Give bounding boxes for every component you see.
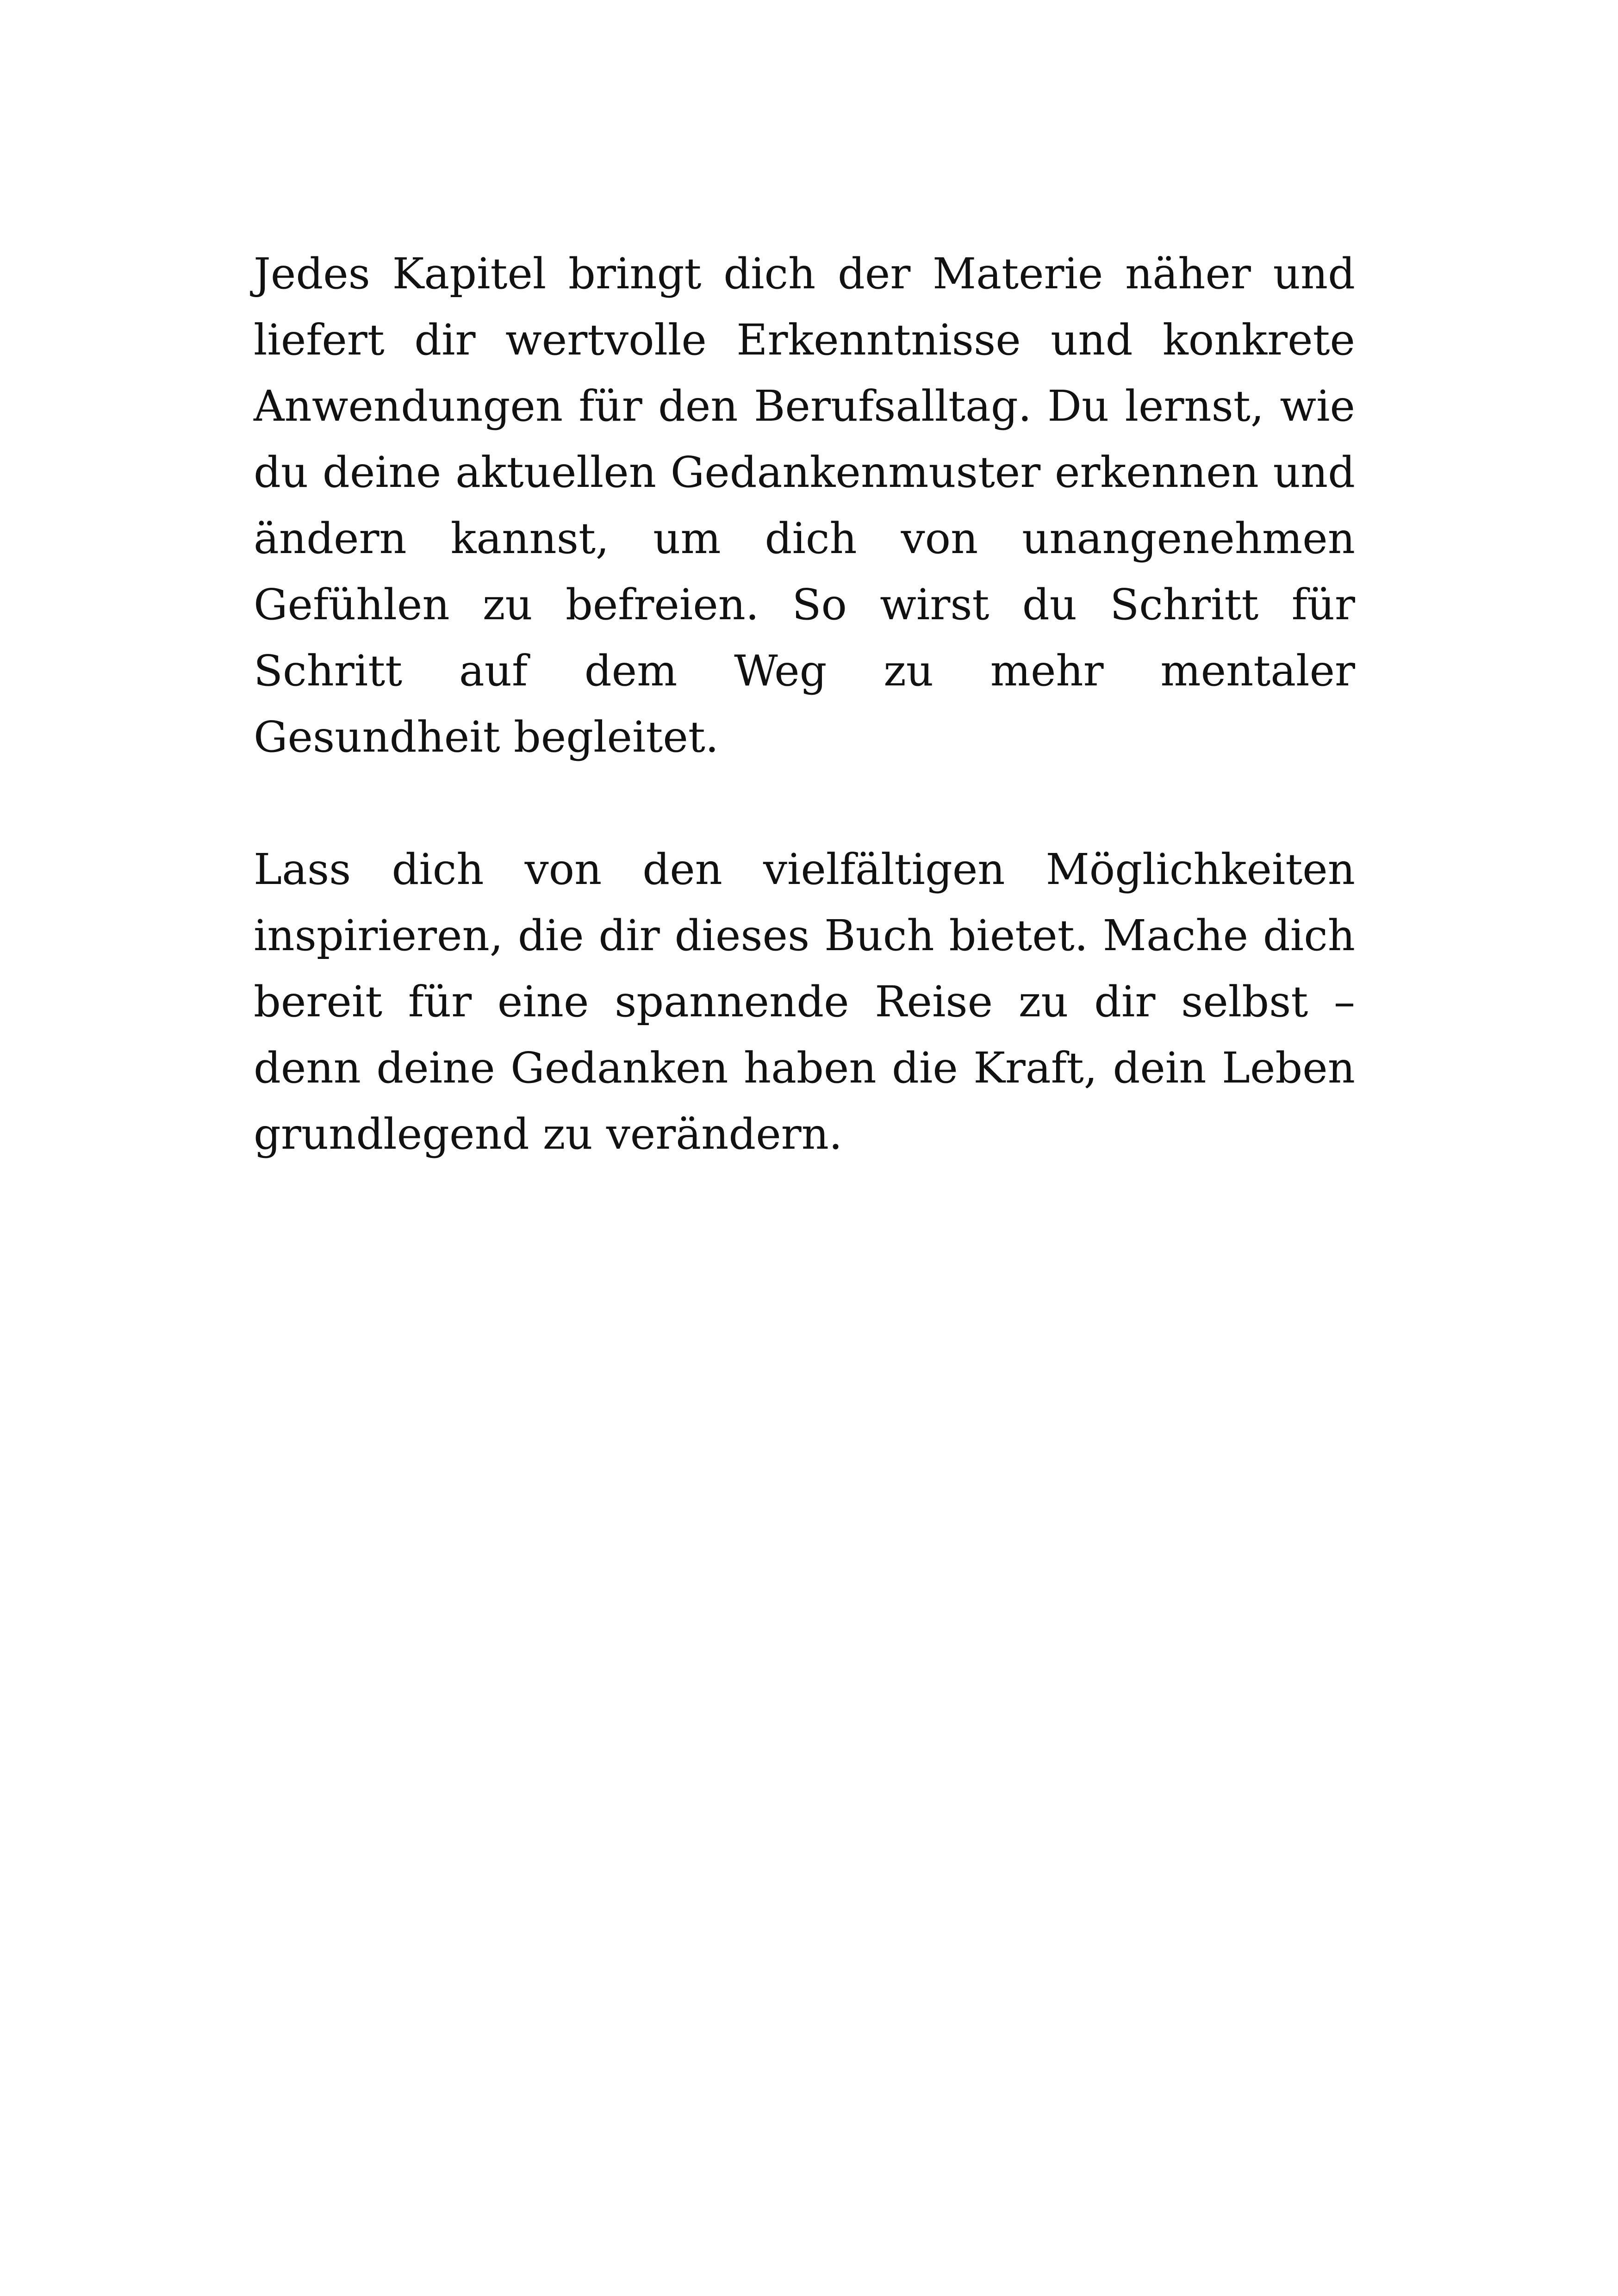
- paragraph-2: Lass dich von den vielfältigen Möglichkeiten inspirieren, die dir dieses Buch bietet. Mache dich bereit für eine spannende Reise zu dir selbst – denn deine Gedanken haben die Kraft, dein Leben grundlegend zu verändern.: [254, 845, 1355, 1159]
- paragraph-1: Jedes Kapitel bringt dich der Materie näher und liefert dir wertvolle Erkenntnisse und konkrete Anwendungen für den Berufsalltag. Du lernst, wie du deine aktuellen Gedankenmuster erkennen und ändern kannst, um dich von unangenehmen Gefühlen zu befreien. So wirst du Schritt für Schritt auf dem Weg zu mehr mentaler Gesundheit begleitet.: [254, 249, 1355, 762]
- body-text: [254, 241, 1355, 1167]
